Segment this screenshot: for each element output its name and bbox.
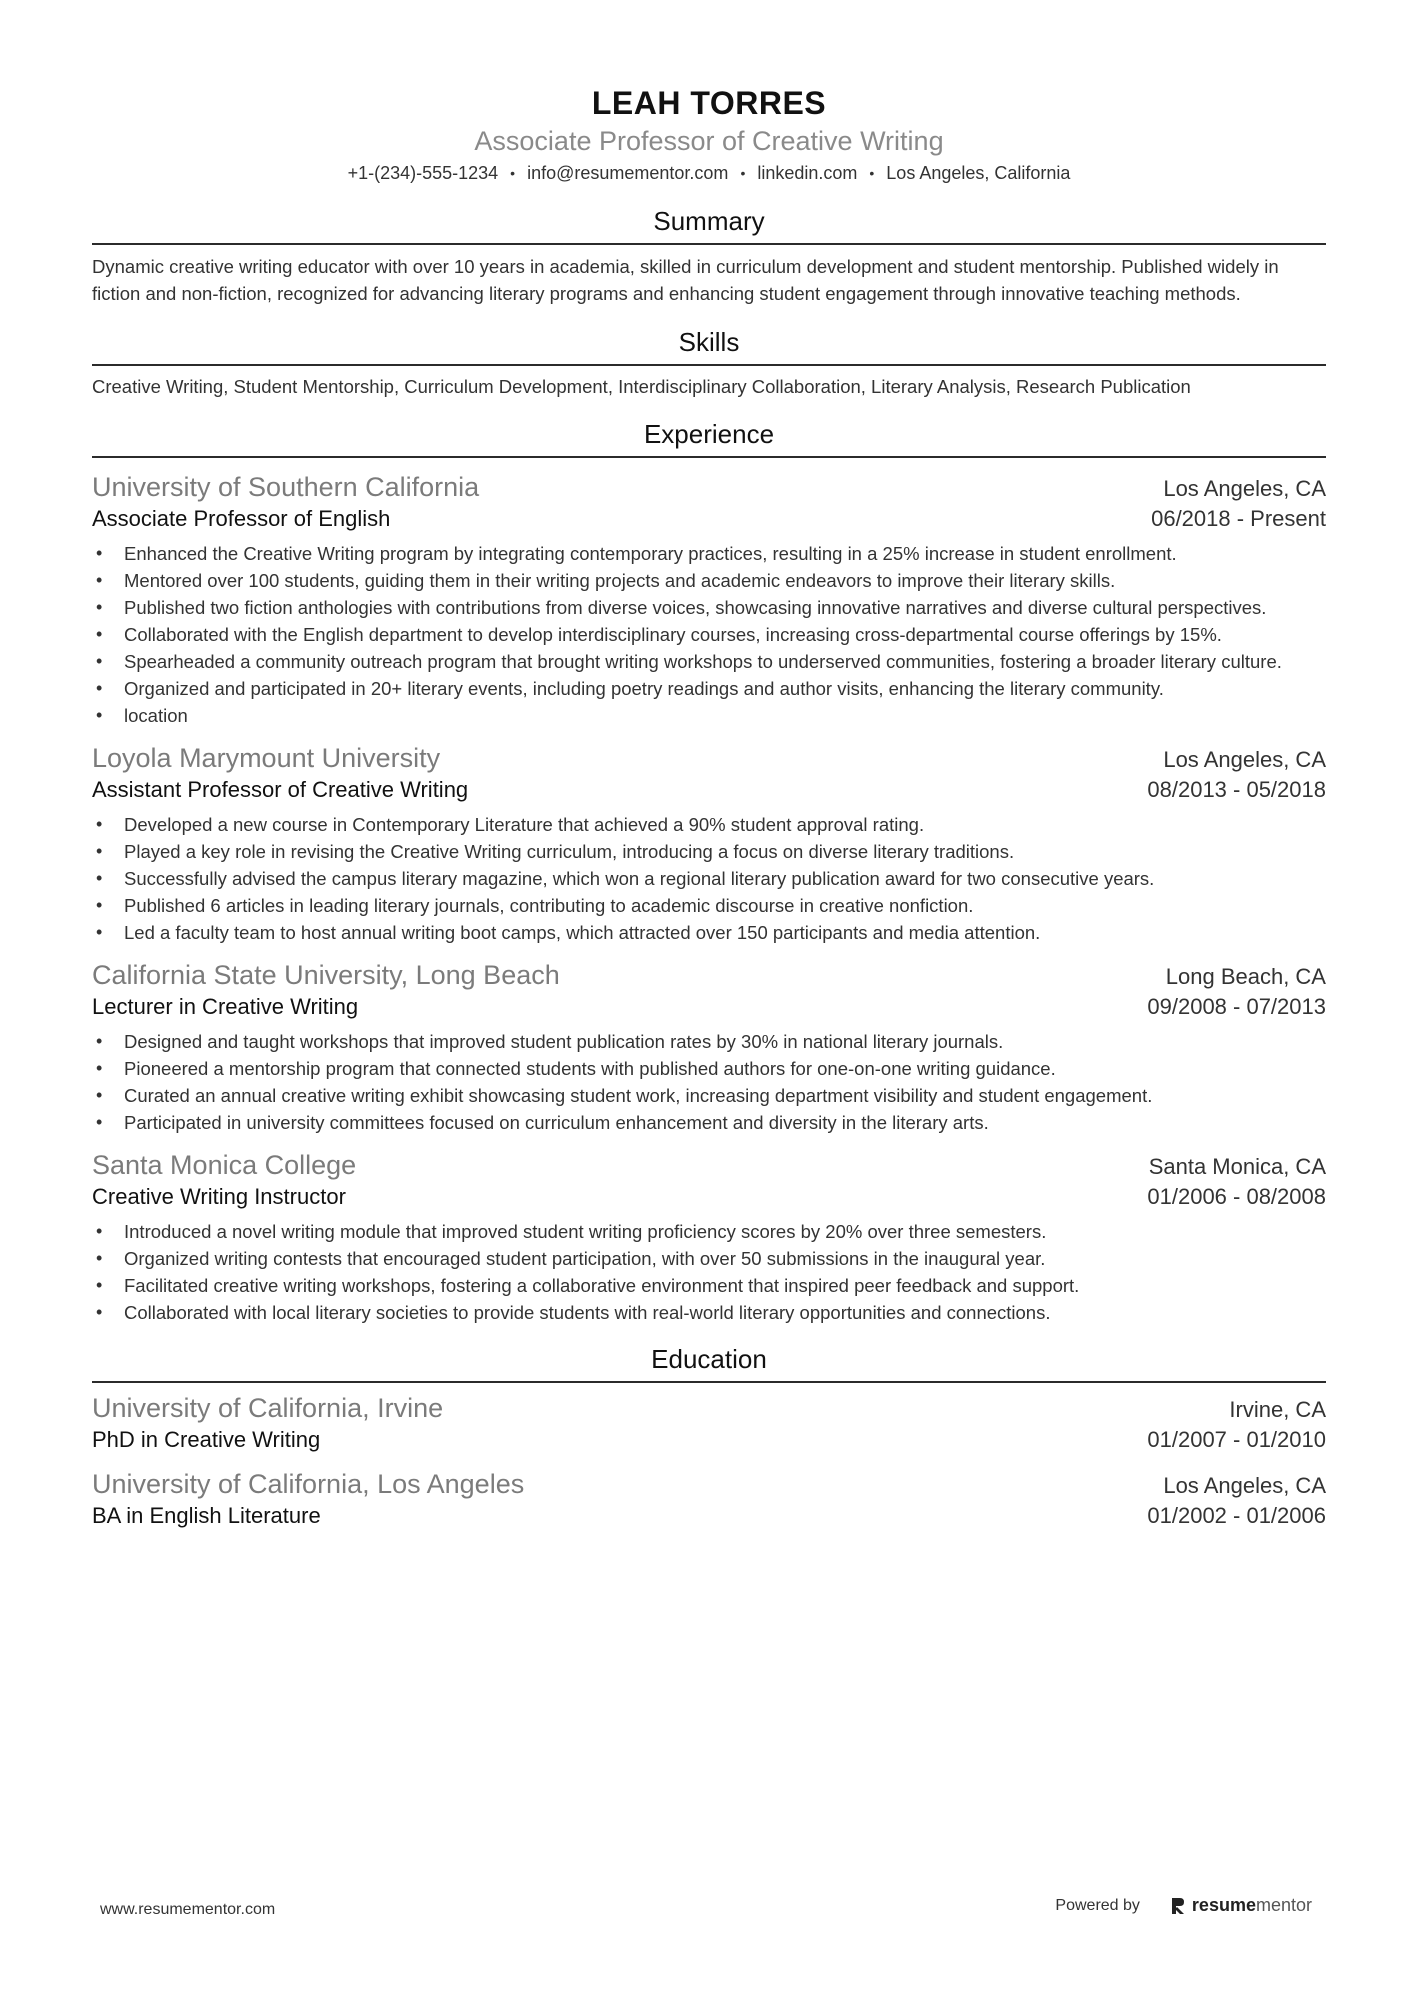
experience-role-row — [92, 992, 1326, 1022]
employer-name: Santa Monica College — [92, 1150, 357, 1180]
job-bullet: • Pioneered a mentorship program that connected students with published authors for one-on-one writing guidance. — [92, 1055, 1326, 1082]
experience-role-row — [92, 1182, 1326, 1212]
education-list — [92, 1391, 1326, 1531]
employer-location: Santa Monica, CA — [1148, 1154, 1326, 1179]
contact-phone: +1-(234)-555-1234 — [347, 163, 499, 183]
job-bullets — [92, 540, 1326, 729]
experience-entry — [92, 1148, 1326, 1326]
job-bullet: • Published 6 articles in leading literary journals, contributing to academic discourse in creative nonfiction. — [92, 892, 1326, 919]
school-location: Irvine, CA — [1229, 1397, 1326, 1422]
job-bullet: • Led a faculty team to host annual writing boot camps, which attracted over 150 participants and media attention. — [92, 919, 1326, 946]
education-entry — [92, 1391, 1326, 1455]
job-bullet: • location — [92, 702, 1326, 729]
experience-role-row — [92, 775, 1326, 805]
job-role: Associate Professor of English — [92, 506, 391, 531]
job-bullet: • Collaborated with the English department to develop interdisciplinary courses, increasing cross-departmental course offerings by 15%. — [92, 621, 1326, 648]
skills-heading: Skills — [92, 325, 1326, 366]
education-header-row — [92, 1391, 1326, 1425]
education-degree-row — [92, 1501, 1326, 1531]
candidate-title: Associate Professor of Creative Writing — [474, 126, 944, 156]
job-bullet: • Played a key role in revising the Creative Writing curriculum, introducing a focus on diverse literary traditions. — [92, 838, 1326, 865]
degree-dates: 01/2007 - 01/2010 — [1147, 1427, 1326, 1452]
experience-list — [92, 470, 1326, 1326]
employer-name: Loyola Marymount University — [92, 743, 441, 773]
job-dates: 06/2018 - Present — [1151, 506, 1326, 531]
job-bullet: • Spearheaded a community outreach program that brought writing workshops to underserved communities, fostering a broader literary culture. — [92, 648, 1326, 675]
resume-page — [92, 0, 1326, 1531]
contact-location: Los Angeles, California — [886, 163, 1071, 183]
experience-role-row — [92, 504, 1326, 534]
job-dates: 08/2013 - 05/2018 — [1147, 777, 1326, 802]
contact-linkedin: linkedin.com — [757, 163, 858, 183]
education-header-row — [92, 1467, 1326, 1501]
bullet-separator: • — [510, 165, 516, 181]
contact-line — [92, 160, 1326, 186]
education-entry — [92, 1467, 1326, 1531]
contact-email: info@resumementor.com — [527, 163, 729, 183]
job-bullet: • Organized and participated in 20+ literary events, including poetry readings and author visits, enhancing the literary community. — [92, 675, 1326, 702]
job-bullet: • Curated an annual creative writing exhibit showcasing student work, increasing department visibility and student engagement. — [92, 1082, 1326, 1109]
employer-name: University of Southern California — [92, 472, 480, 502]
job-bullet: • Designed and taught workshops that improved student publication rates by 30% in national literary journals. — [92, 1028, 1326, 1055]
job-dates: 01/2006 - 08/2008 — [1147, 1184, 1326, 1209]
job-bullet: • Facilitated creative writing workshops, fostering a collaborative environment that inspired peer feedback and support. — [92, 1272, 1326, 1299]
experience-header-row — [92, 1148, 1326, 1182]
school-location: Los Angeles, CA — [1163, 1473, 1326, 1498]
experience-header-row — [92, 741, 1326, 775]
job-bullets — [92, 1028, 1326, 1136]
degree-name: PhD in Creative Writing — [92, 1427, 321, 1452]
job-role: Creative Writing Instructor — [92, 1184, 346, 1209]
experience-heading: Experience — [92, 417, 1326, 458]
job-bullet: • Developed a new course in Contemporary Literature that achieved a 90% student approval rating. — [92, 811, 1326, 838]
job-bullet: • Introduced a novel writing module that improved student writing proficiency scores by 20% over three semesters. — [92, 1218, 1326, 1245]
job-bullet: • Successfully advised the campus literary magazine, which won a regional literary publication award for two consecutive years. — [92, 865, 1326, 892]
job-role: Assistant Professor of Creative Writing — [92, 777, 469, 802]
summary-heading: Summary — [92, 204, 1326, 245]
school-name: University of California, Irvine — [92, 1393, 444, 1423]
degree-dates: 01/2002 - 01/2006 — [1147, 1503, 1326, 1528]
education-degree-row — [92, 1425, 1326, 1455]
job-bullet: • Organized writing contests that encouraged student participation, with over 50 submissions in the inaugural year. — [92, 1245, 1326, 1272]
bullet-separator: • — [740, 165, 746, 181]
job-bullet: • Participated in university committees focused on curriculum enhancement and diversity in the literary arts. — [92, 1109, 1326, 1136]
logo-text-light: mentor — [1255, 1895, 1312, 1915]
candidate-name: LEAH TORRES — [591, 85, 827, 121]
job-bullet: • Mentored over 100 students, guiding them in their writing projects and academic endeavors to improve their literary skills. — [92, 567, 1326, 594]
employer-location: Los Angeles, CA — [1163, 476, 1326, 501]
job-bullet: • Enhanced the Creative Writing program by integrating contemporary practices, resulting in a 25% increase in student enrollment. — [92, 540, 1326, 567]
job-dates: 09/2008 - 07/2013 — [1147, 994, 1326, 1019]
experience-header-row — [92, 958, 1326, 992]
resumementor-logo-icon — [1170, 1896, 1186, 1916]
powered-by-label: Powered by — [1055, 1896, 1140, 1914]
resume-header — [92, 0, 1326, 186]
employer-location: Los Angeles, CA — [1163, 747, 1326, 772]
school-name: University of California, Los Angeles — [92, 1469, 525, 1499]
job-bullet: • Published two fiction anthologies with contributions from diverse voices, showcasing innovative narratives and diverse cultural perspectives. — [92, 594, 1326, 621]
page-footer — [0, 1895, 1410, 1925]
education-heading: Education — [92, 1342, 1326, 1383]
footer-branding — [1055, 1895, 1312, 1916]
degree-name: BA in English Literature — [92, 1503, 321, 1528]
summary-text: Dynamic creative writing educator with over 10 years in academia, skilled in curriculum development and student mentorship. Published widely in fiction and non-fiction, recognized for advancing literary programs and enhancing student engagement through innovative teaching methods. — [92, 256, 1279, 304]
employer-name: California State University, Long Beach — [92, 960, 560, 990]
skills-text: Creative Writing, Student Mentorship, Curriculum Development, Interdisciplinary Collaboration, Literary Analysis, Research Publication — [92, 376, 1191, 397]
job-bullets — [92, 1218, 1326, 1326]
resumementor-logo — [1170, 1895, 1312, 1916]
job-bullets — [92, 811, 1326, 946]
experience-entry — [92, 958, 1326, 1136]
job-bullet: • Collaborated with local literary societies to provide students with real-world literary opportunities and connections. — [92, 1299, 1326, 1326]
logo-text-bold: resume — [1191, 1895, 1256, 1915]
job-role: Lecturer in Creative Writing — [92, 994, 359, 1019]
employer-location: Long Beach, CA — [1165, 964, 1326, 989]
experience-header-row — [92, 470, 1326, 504]
bullet-separator: • — [869, 165, 875, 181]
experience-entry — [92, 741, 1326, 946]
experience-entry — [92, 470, 1326, 729]
footer-website: www.resumementor.com — [100, 1901, 276, 1918]
